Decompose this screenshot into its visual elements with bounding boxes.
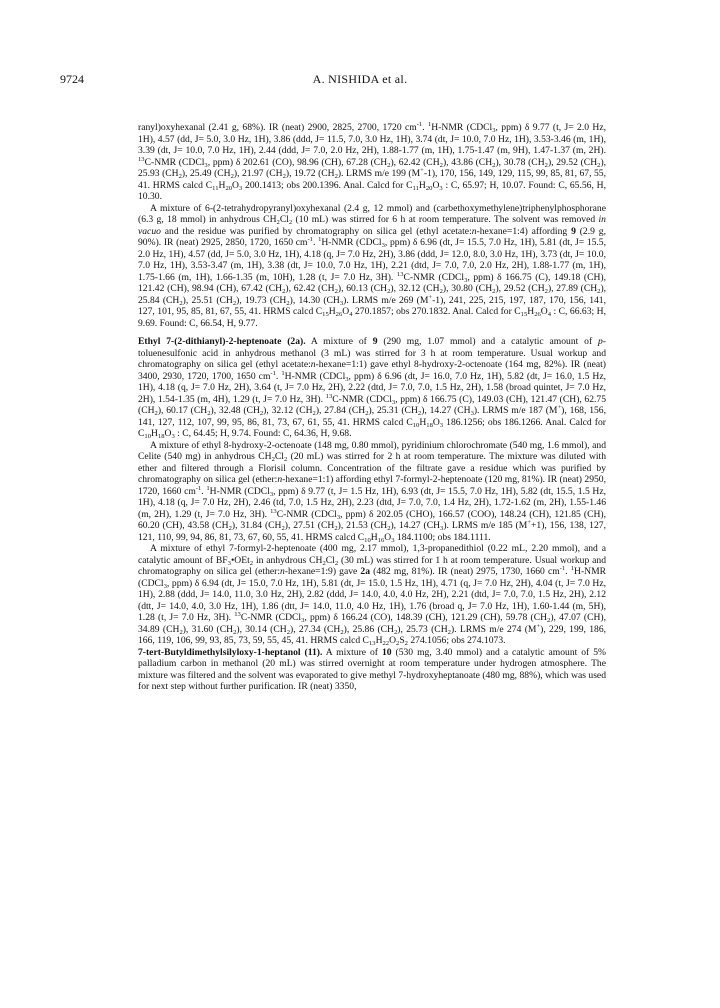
running-title: A. NISHIDA et al. xyxy=(312,72,408,86)
paragraph-4: A mixture of ethyl 8-hydroxy-2-octenoate (148 mg, 0.80 mmol), pyridinium chlorochromate (540 mg, 1.6 mmol), and Celite (540 mg) in anhydrous $CH_2Cl_2$ (20 mL) was stirred for 2 h at room temperature. The mixture was diluted with ether and filtered through a Florisil column. Concentration of the filtrate gave a residue which was purified by chromatography on silica gel (ether:n-hexane=1:1) affording ethyl 7-formyl-2-heptenoate (120 mg, 81%). IR (neat) 2950, 1720, 1660 $cm^{-1}$. $^1$H-NMR (CDCl$_3$, ppm) δ 9.77 (t, J= 1.5 Hz, 1H), 6.93 (dt, J= 15.5, 7.0 Hz, 1H), 5.82 (dt, 15.5, 1.5 Hz, 1H), 4.18 (q, J= 7.0 Hz, 2H), 2.46 (td, 7.0, 1.5 Hz, 2H), 2.23 (dtd, J= 7.0, 7.0, 1.4 Hz, 2H), 1.72-1.62 (m, 2H), 1.55-1.46 (m, 2H), 1.29 (t, J= 7.0 Hz, 3H). $^{13}$C-NMR (CDCl$_3$, ppm) δ 202.05 (CHO), 166.57 (COO), 148.24 (CH), 121.85 (CH), 60.20 (CH), 43.58 $(CH_2)$, 31.84 $(CH_2)$, 27.51 $(CH_2)$, 21.53 $(CH_2)$, 14.27 $(CH_3)$. LRMS m/e 185 (M++1), 156, 138, 127, 121, 110, 99, 94, 86, 81, 73, 67, 60, 55, 41. HRMS calcd $C_{10}H_{16}O_3$ 184.1100; obs 184.1111. xyxy=(138,439,607,544)
paragraph-6: 7-tert-Butyldimethylsilyloxy-1-heptanol (11). A mixture of 10 (530 mg, 3.40 mmol) and a catalytic amount of 5% palladium carbon in methanol (20 mL) was stirred overnight at room temperature under hydrogen atmosphere. The mixture was filtered and the solvent was evaporated to give methyl 7-hydroxyheptanoate (480 mg, 88%), which was used for next step without further purification. IR (neat) 3350, xyxy=(138,646,606,692)
paragraph-1: ranyl)oxyhexanal (2.41 g, 68%). IR (neat) 2900, 2825, 2700, 1720 $cm^{-1}$. $^1$H-NMR (CDCl$_3$, ppm) δ 9.77 (t, J= 2.0 Hz, 1H), 4.57 (dd, J= 5.0, 3.0 Hz, 1H), 3.86 (ddd, J= 11.5, 7.0, 3.0 Hz, 1H), 3.74 (dt, J= 10.0, 7.0 Hz, 1H), 3.53-3.46 (m, 1H), 3.39 (dt, J= 10.0, 7.0 Hz, 1H), 2.44 (ddd, J= 7.0, 2.0 Hz, 2H), 1.88-1.77 (m, 1H), 1.75-1.47 (m, 9H), 1.47-1.37 (m, 2H). $^{13}$C-NMR (CDCl$_3$, ppm) δ 202.61 (CO), 98.96 (CH), 67.28 $(CH_2)$, 62.42 $(CH_2)$, 43.86 $(CH_2)$, 30.78 $(CH_2)$, 29.52 $(CH_2)$, 25.93 $(CH_2)$, 25.49 $(CH_2)$, 21.97 $(CH_2)$, 19.72 $(CH_2)$. LRMS m/e 199 (M+-1), 170, 156, 149, 129, 115, 99, 85, 81, 67, 55, 41. HRMS calcd $C_{11}H_{20}O_3$ 200.1413; obs 200.1396. Anal. Calcd for $C_{11}H_{20}O_3$ : C, 65.97; H, 10.07. Found: C, 65.56, H, 10.30. xyxy=(138,121,607,202)
paragraph-2: A mixture of 6-(2-tetrahydropyranyl)oxyhexanal (2.4 g, 12 mmol) and (carbethoxymethylene)triphenylphosphorane (6.3 g, 18 mmol) in anhydrous $CH_2Cl_2$ (10 mL) was stirred for 6 h at room temperature. The solvent was removed in vacuo and the residue was purified by chromatography on silica gel (ethyl acetate:n-hexane=1:4) affording 9 (2.9 g, 90%). IR (neat) 2925, 2850, 1720, 1650 $cm^{-1}$. $^1$H-NMR (CDCl$_3$, ppm) δ 6.96 (dt, J= 15.5, 7.0 Hz, 1H), 5.81 (dt, J= 15.5, 2.0 Hz, 1H), 4.57 (dd, J= 5.0, 3.0 Hz, 1H), 4.18 (q, J= 7.0 Hz, 2H), 3.86 (ddd, J= 12.0, 8.0, 3.0 Hz, 1H), 3.73 (dt, J= 10.0, 7.0 Hz, 1H), 3.53-3.47 (m, 1H), 3.38 (dt, J= 10.0, 7.0 Hz, 1H), 2.21 (dtd, J= 7.0, 7.0, 2.0 Hz, 2H), 1.88-1.77 (m, 1H), 1.75-1.66 (m, 1H), 1.66-1.35 (m, 10H), 1.28 (t, J= 7.0 Hz, 3H). $^{13}$C-NMR (CDCl$_3$, ppm) δ 166.75 (C), 149.18 (CH), 121.42 (CH), 98.94 (CH), 67.42 $(CH_2)$, 62.42 $(CH_2)$, 60.13 $(CH_2)$, 32.12 $(CH_2)$, 30.80 $(CH_2)$, 29.52 $(CH_2)$, 27.89 $(CH_2)$, 25.84 $(CH_2)$, 25.51 $(CH_2)$, 19.73 $(CH_2)$, 14.30 $(CH_3)$. LRMS m/e 269 (M+-1), 241, 225, 215, 197, 187, 170, 156, 141, 127, 101, 95, 85, 81, 67, 55, 41. HRMS calcd $C_{15}H_{26}O_4$ 270.1857; obs 270.1832. Anal. Calcd for $C_{15}H_{26}O_4$ : C, 66.63; H, 9.69. Found: C, 66.54, H, 9.77. xyxy=(138,202,607,329)
paragraph-3: Ethyl 7-(2-dithianyl)-2-heptenoate (2a). A mixture of 9 (290 mg, 1.07 mmol) and a catalytic amount of p-toluenesulfonic acid in anhydrous methanol (3 mL) was stirred for 3 h at room temperature. Usual workup and chromatography on silica gel (ethyl acetate:n-hexane=1:1) gave ethyl 8-hydroxy-2-octenoate (164 mg, 82%). IR (neat) 3400, 2930, 1720, 1700, 1650 $cm^{-1}$. $^1$H-NMR (CDCl$_3$, ppm) δ 6.96 (dt, J= 16.0, 7.0 Hz, 1H), 5.82 (dt, J= 16.0, 1.5 Hz, 1H), 4.18 (q, J= 7.0 Hz, 2H), 3.64 (t, J= 7.0 Hz, 2H), 2.22 (dtd, J= 7.0, 7.0, 1.5 Hz, 2H), 1.58 (broad quintet, J= 7.0 Hz, 2H), 1.54-1.35 (m, 4H), 1.29 (t, J= 7.0 Hz, 3H). $^{13}$C-NMR (CDCl$_3$, ppm) δ 166.75 (C), 149.03 (CH), 121.47 (CH), 62.75 $(CH_2)$, 60.17 $(CH_2)$, 32.48 $(CH_2)$, 32.12 $(CH_2)$, 27.84 $(CH_2)$, 25.31 $(CH_2)$, 14.27 $(CH_3)$. LRMS m/e 187 (M+), 168, 156, 141, 127, 112, 107, 99, 95, 86, 81, 73, 67, 61, 55, 41. HRMS calcd $C_{10}H_{18}O_3$ 186.1256; obs 186.1266. Anal. Calcd for $C_{10}H_{18}O_3$ : C, 64.45; H, 9.74. Found: C, 64.36, H, 9.68. xyxy=(138,336,606,440)
page-number: 9724 xyxy=(60,72,84,86)
section-heading-11: 7-tert-Butyldimethylsilyloxy-1-heptanol (11). xyxy=(138,646,323,658)
running-header xyxy=(60,72,660,90)
article-body xyxy=(138,122,606,693)
paragraph-5: A mixture of ethyl 7-formyl-2-heptenoate (400 mg, 2.17 mmol), 1,3-propanedithiol (0.22 mL, 2.20 mmol), and a catalytic amount of $BF_3•OEt_2$ in anhydrous $CH_2Cl_2$ (30 mL) was stirred for 1 h at room temperature. Usual workup and chromatography on silica gel (ether:n-hexane=1:9) gave 2a (482 mg, 81%). IR (neat) 2975, 1730, 1660 $cm^{-1}$. $^1$H-NMR (CDCl$_3$, ppm) δ 6.94 (dt, J= 15.0, 7.0 Hz, 1H), 5.81 (dt, J= 15.0, 1.5 Hz, 1H), 4.71 (q, J= 7.0 Hz, 2H), 4.04 (t, J= 7.0 Hz, 1H), 2.88 (ddd, J= 14.0, 11.0, 3.0 Hz, 2H), 2.82 (ddd, J= 14.0, 4.0, 4.0 Hz, 2H), 2.21 (dtd, J= 7.0, 7.0, 1.5 Hz, 2H), 2.12 (dtt, J= 14.0, 4.0, 3.0 Hz, 1H), 1.86 (dtt, J= 14.0, 11.0, 4.0 Hz, 1H), 1.76 (broad q, J= 7.0 Hz, 1H), 1.60-1.44 (m, 5H), 1.28 (t, J= 7.0 Hz, 3H). $^{13}$C-NMR (CDCl$_3$, ppm) δ 166.24 (CO), 148.39 (CH), 121.29 (CH), 59.78 $(CH_2)$, 47.07 (CH), 34.89 $(CH_2)$, 31.60 $(CH_2)$, 30.14 $(CH_2)$, 27.34 $(CH_2)$, 25.86 $(CH_2)$, 25.73 $(CH_2)$. LRMS m/e 274 (M+), 229, 199, 186, 166, 119, 106, 99, 93, 85, 73, 59, 55, 45, 41. HRMS calcd $C_{13}H_{22}O_2S_2$ 274.1056; obs 274.1073. xyxy=(138,543,607,647)
section-heading-2a: Ethyl 7-(2-dithianyl)-2-heptenoate (2a). xyxy=(138,336,306,347)
